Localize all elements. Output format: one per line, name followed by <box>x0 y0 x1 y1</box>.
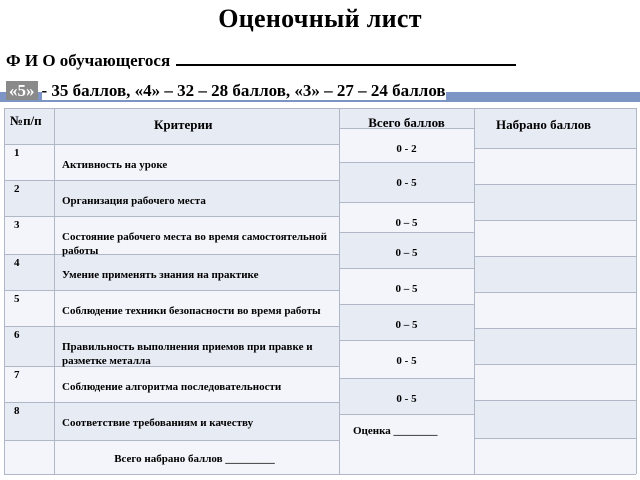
row-criterion: Организация рабочего места <box>62 195 206 207</box>
row-divider <box>4 108 339 109</box>
row-range: 0 – 5 <box>395 319 418 331</box>
row-criterion: Соблюдение техники безопасности во время работы <box>62 305 321 317</box>
row-divider <box>339 162 474 163</box>
row-divider <box>474 292 636 293</box>
row-criterion: Активность на уроке <box>62 159 168 171</box>
page-title: Оценочный лист <box>218 4 422 33</box>
row-divider <box>474 328 636 329</box>
grade-five-label: «5» <box>6 81 38 100</box>
row-range: 0 - 5 <box>396 177 417 189</box>
row-divider <box>339 340 474 341</box>
row-divider <box>474 438 636 439</box>
grading-scale-text: - 35 баллов, «4» – 32 – 28 баллов, «3» – 27 – 24 баллов <box>41 81 446 100</box>
column-divider <box>636 108 637 474</box>
row-range: 0 – 5 <box>395 283 418 295</box>
row-num: 6 <box>14 329 20 341</box>
row-scored-cell[interactable] <box>478 404 632 418</box>
row-scored-cell[interactable] <box>478 296 632 310</box>
student-name-blank <box>176 50 516 66</box>
row-num: 5 <box>14 293 20 305</box>
row-divider <box>474 108 636 109</box>
row-divider <box>474 256 636 257</box>
row-divider <box>339 268 474 269</box>
row-divider <box>4 440 339 441</box>
footer-grade: Оценка ________ <box>353 425 438 437</box>
row-divider <box>474 364 636 365</box>
row-num: 4 <box>14 257 20 269</box>
row-range: 0 – 5 <box>395 217 418 229</box>
row-scored-cell[interactable] <box>478 224 632 238</box>
row-divider <box>474 184 636 185</box>
row-divider <box>339 202 474 203</box>
row-band <box>474 438 636 474</box>
row-divider <box>339 474 474 475</box>
row-criterion: Соответствие требованиям и качеству <box>62 417 254 429</box>
column-divider <box>474 108 475 474</box>
header-num: №п/п <box>10 113 42 128</box>
student-name-field <box>6 50 516 71</box>
row-range: 0 – 5 <box>395 247 418 259</box>
row-divider <box>339 232 474 233</box>
row-num: 3 <box>14 219 20 231</box>
row-criterion: Правильность выполнения приемов при правке и разметке металла <box>62 341 313 367</box>
row-divider <box>4 180 339 181</box>
footer-total: Всего набрано баллов _________ <box>114 453 275 465</box>
row-divider <box>4 216 339 217</box>
row-range: 0 - 5 <box>396 355 417 367</box>
row-divider <box>474 148 636 149</box>
row-divider <box>339 108 474 109</box>
header-criteria: Критерии <box>154 117 213 132</box>
row-divider <box>474 474 636 475</box>
student-name-label: Ф И О обучающегося <box>6 51 171 70</box>
row-divider <box>4 402 339 403</box>
row-num: 7 <box>14 369 20 381</box>
row-criterion: Состояние рабочего места во время самостоятельной работы <box>62 231 328 257</box>
row-divider <box>339 304 474 305</box>
row-scored-cell[interactable] <box>478 332 632 346</box>
row-num: 2 <box>14 183 20 195</box>
header-total: Всего баллов <box>368 115 445 130</box>
row-divider <box>4 474 339 475</box>
row-criterion: Умение применять знания на практике <box>62 269 259 281</box>
row-divider <box>4 326 339 327</box>
grading-scale <box>6 81 446 105</box>
row-scored-cell[interactable] <box>478 260 632 274</box>
row-band <box>339 414 474 474</box>
row-scored-cell[interactable] <box>478 368 632 382</box>
row-num: 8 <box>14 405 20 417</box>
row-divider <box>474 220 636 221</box>
column-divider <box>4 108 5 474</box>
row-divider <box>339 378 474 379</box>
row-divider <box>474 400 636 401</box>
row-range: 0 - 2 <box>396 143 417 155</box>
row-range: 0 - 5 <box>396 393 417 405</box>
row-scored-cell[interactable] <box>478 188 632 202</box>
column-divider <box>54 108 55 474</box>
row-criterion: Соблюдение алгоритма последовательности <box>62 381 282 393</box>
header-scored: Набрано баллов <box>496 117 591 132</box>
row-divider <box>4 144 339 145</box>
row-num: 1 <box>14 147 20 159</box>
assessment-table <box>4 108 636 474</box>
row-divider <box>4 290 339 291</box>
row-scored-cell[interactable] <box>478 152 632 166</box>
row-divider <box>339 414 474 415</box>
